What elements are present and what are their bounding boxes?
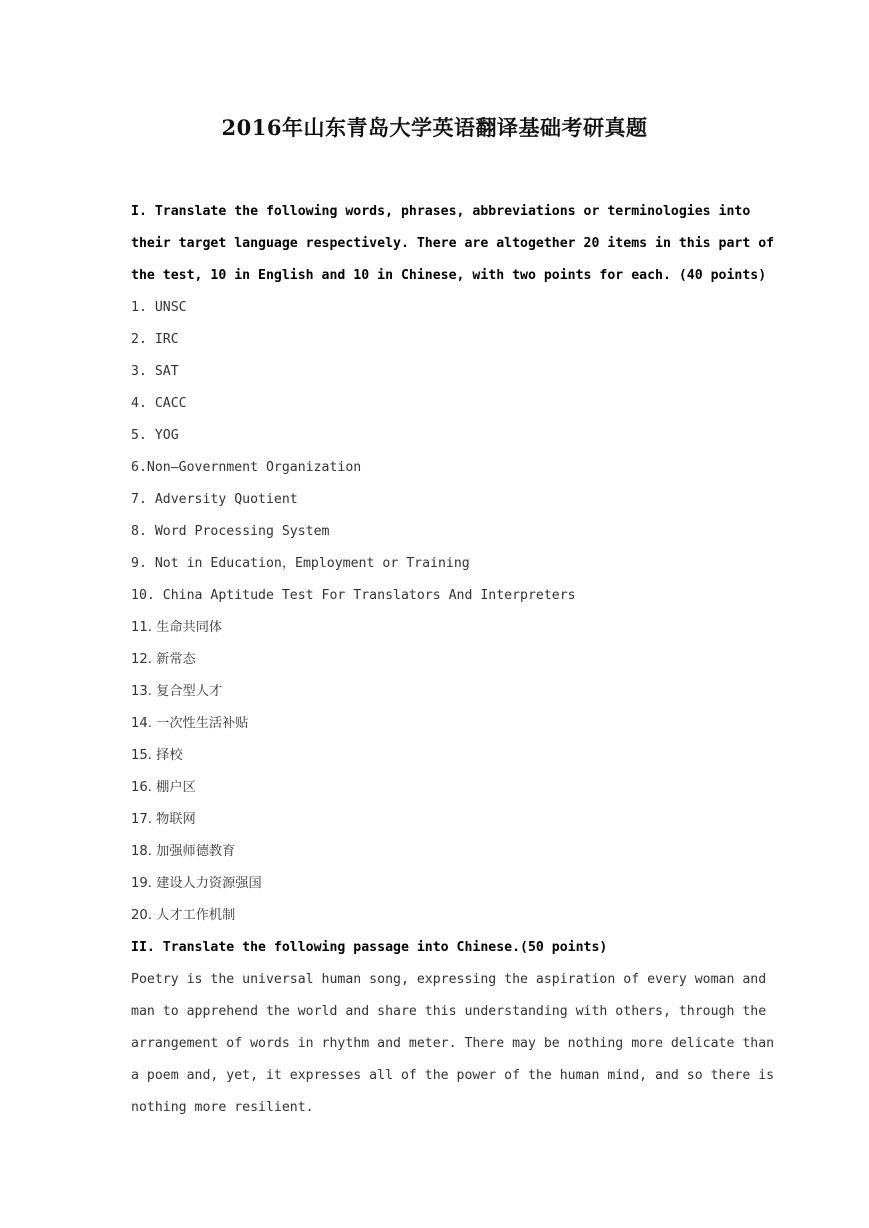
- passage-line: arrangement of words in rhythm and meter. There may be nothing more delicate than: [131, 1036, 775, 1051]
- term-item: 17. 物联网: [131, 812, 196, 827]
- passage-paragraph: [131, 964, 775, 1124]
- term-item: 3. SAT: [131, 364, 179, 379]
- passage-line: nothing more resilient.: [131, 1100, 314, 1115]
- term-item: 7. Adversity Quotient: [131, 492, 298, 507]
- term-item: 9. Not in Education，Employment or Training: [131, 556, 470, 571]
- term-item: 10. China Aptitude Test For Translators And Interpreters: [131, 588, 576, 603]
- term-list: [131, 292, 741, 932]
- term-item: 20. 人才工作机制: [131, 908, 236, 923]
- term-item: 14. 一次性生活补贴: [131, 716, 249, 731]
- term-item: 1. UNSC: [131, 300, 187, 315]
- term-item: 12. 新常态: [131, 652, 196, 667]
- term-item: 8. Word Processing System: [131, 524, 330, 539]
- term-item: 18. 加强师德教育: [131, 844, 236, 859]
- document-body: [131, 196, 775, 1124]
- passage-line: Poetry is the universal human song, expressing the aspiration of every woman and: [131, 972, 767, 987]
- section-1-heading-line: I. Translate the following words, phrases, abbreviations or terminologies into: [131, 204, 751, 219]
- section-1-heading-line: their target language respectively. There are altogether 20 items in this part of: [131, 236, 775, 251]
- passage-line: a poem and, yet, it expresses all of the power of the human mind, and so there is: [131, 1068, 775, 1083]
- term-item: 19. 建设人力资源强国: [131, 876, 262, 891]
- term-item: 4. CACC: [131, 396, 187, 411]
- passage-line: man to apprehend the world and share this understanding with others, through the: [131, 1004, 767, 1019]
- term-item: 5. YOG: [131, 428, 179, 443]
- section-1-heading-line: the test, 10 in English and 10 in Chinese, with two points for each. (40 points): [131, 268, 767, 283]
- term-item: 6.Non—Government Organization: [131, 460, 362, 475]
- term-item: 15. 择校: [131, 748, 183, 763]
- term-item: 13. 复合型人才: [131, 684, 223, 699]
- term-item: 2. IRC: [131, 332, 179, 347]
- section-2-heading: II. Translate the following passage into Chinese.(50 points): [131, 940, 608, 955]
- section-1-heading: [131, 196, 775, 292]
- page-title: 2016年山东青岛大学英语翻译基础考研真题: [221, 115, 648, 140]
- term-item: 11. 生命共同体: [131, 620, 223, 635]
- term-item: 16. 棚户区: [131, 780, 196, 795]
